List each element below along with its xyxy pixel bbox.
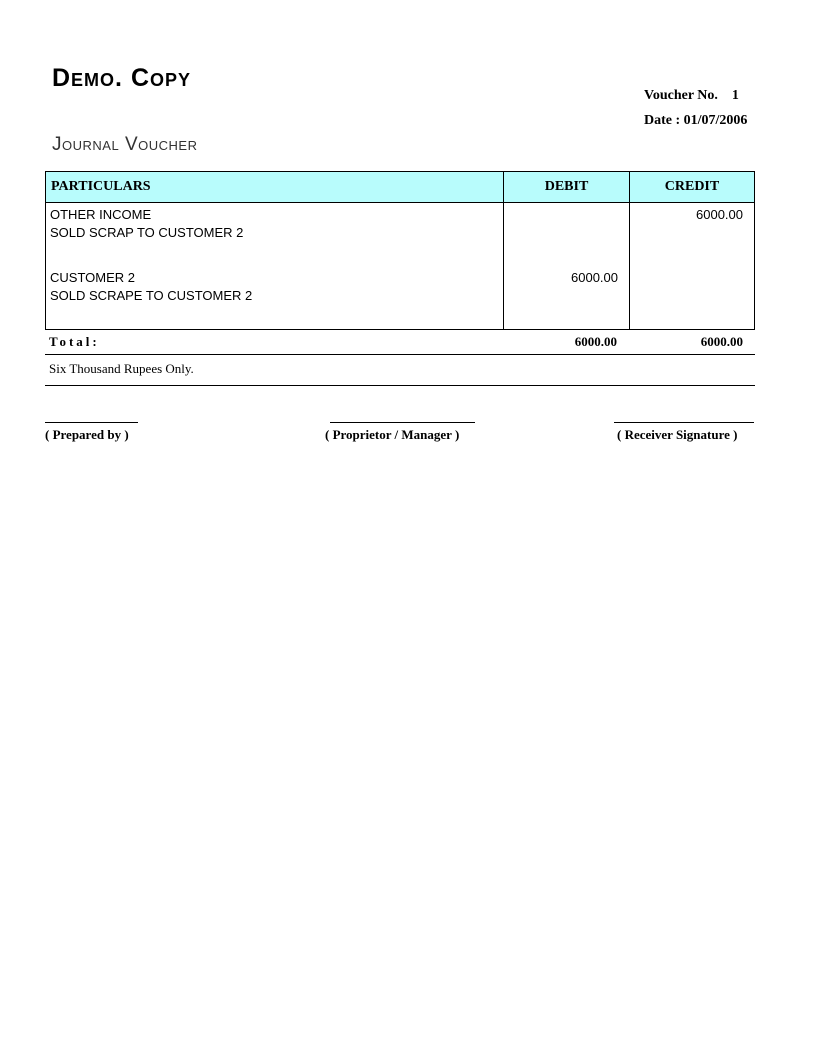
company-name: Demo. Copy bbox=[52, 64, 192, 92]
amount-in-words-row bbox=[45, 355, 755, 386]
entry-account: CUSTOMER 2 bbox=[50, 270, 135, 285]
voucher-number bbox=[644, 87, 739, 105]
entry-debit: 6000.00 bbox=[571, 270, 618, 285]
entry-account: OTHER INCOME bbox=[50, 207, 152, 222]
total-label: Total: bbox=[49, 334, 100, 349]
signature-line bbox=[330, 422, 475, 423]
entry-credit: 6000.00 bbox=[696, 207, 743, 222]
prepared-by-label: ( Prepared by ) bbox=[45, 427, 129, 442]
voucher-number-value: 1 bbox=[731, 88, 739, 103]
column-divider bbox=[629, 172, 630, 329]
proprietor-label: ( Proprietor / Manager ) bbox=[325, 427, 460, 442]
total-row bbox=[45, 329, 755, 355]
voucher-number-label: Voucher No. bbox=[644, 88, 718, 103]
voucher-table bbox=[45, 171, 755, 330]
receiver-signature-label: ( Receiver Signature ) bbox=[617, 427, 738, 442]
table-header bbox=[46, 172, 754, 203]
amount-in-words: Six Thousand Rupees Only. bbox=[49, 361, 194, 376]
signature-line bbox=[45, 422, 138, 423]
voucher-date: Date : 01/07/2006 bbox=[644, 113, 748, 128]
document-title: Journal Voucher bbox=[52, 134, 198, 155]
header-particulars: PARTICULARS bbox=[51, 179, 151, 194]
column-divider bbox=[503, 172, 504, 329]
header-debit: DEBIT bbox=[544, 179, 589, 194]
header-credit: CREDIT bbox=[664, 179, 720, 194]
signature-line bbox=[614, 422, 754, 423]
entry-narration: SOLD SCRAPE TO CUSTOMER 2 bbox=[50, 288, 253, 303]
total-debit: 6000.00 bbox=[574, 334, 617, 349]
entry-narration: SOLD SCRAP TO CUSTOMER 2 bbox=[50, 225, 244, 240]
total-credit: 6000.00 bbox=[700, 334, 743, 349]
